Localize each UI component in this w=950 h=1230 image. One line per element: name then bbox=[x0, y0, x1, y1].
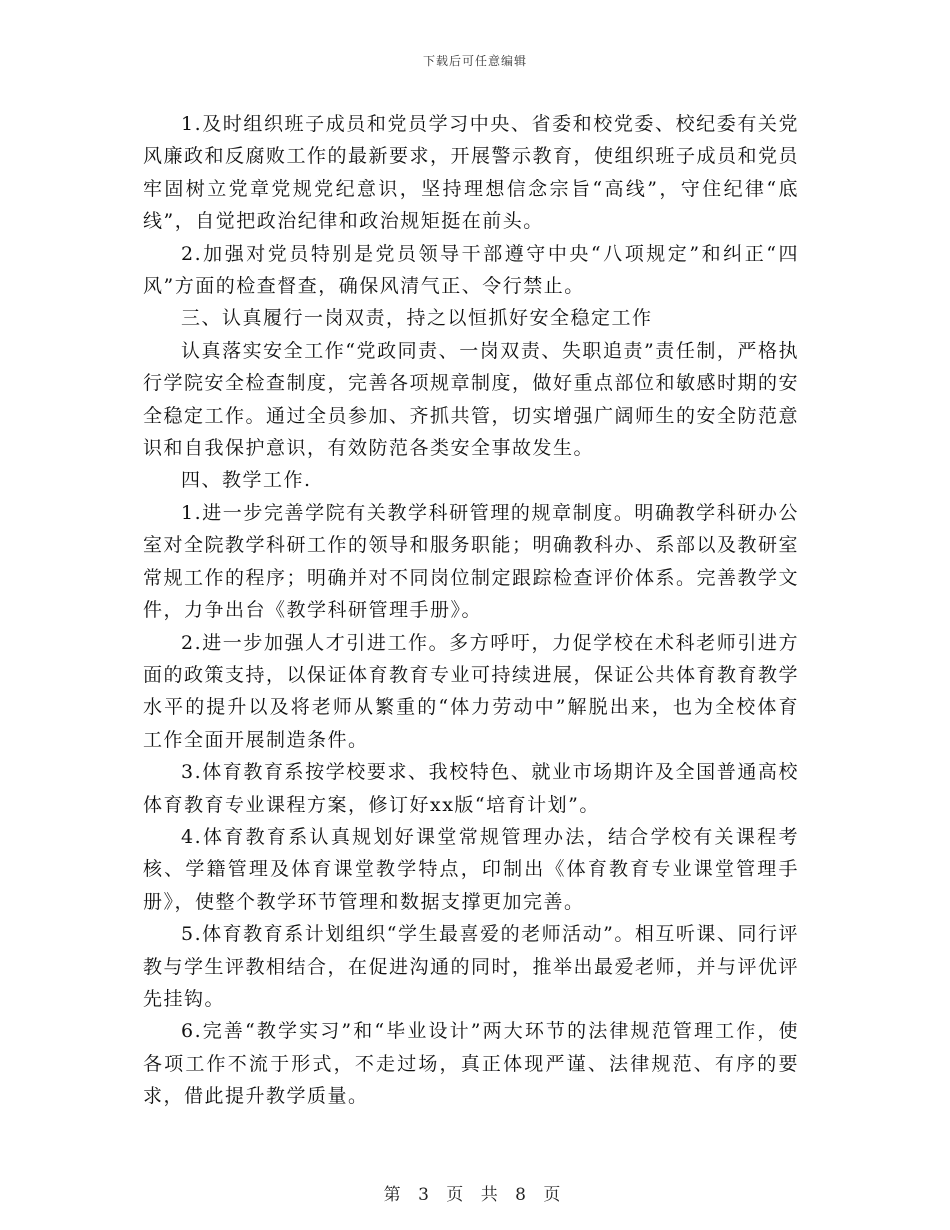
document-body bbox=[143, 108, 799, 1113]
paragraph-4: 认真落实安全工作“党政同责、一岗双责、失职追责”责任制，严格执行学院安全检查制度，完善各项规章制度，做好重点部位和敏感时期的安全稳定工作。通过全员参加、齐抓共管，切实增强广阔师生的安全防范意识和自我保护意识，有效防范各类安全事故发生。 bbox=[143, 339, 800, 460]
paragraph-6: 1.进一步完善学院有关教学科研管理的规章制度。明确教学科研办公室对全院教学科研工作的领导和服务职能；明确教科办、系部以及教研室常规工作的程序；明确并对不同岗位制定跟踪检查评价体系。完善教学文件，力争出台《教学科研管理手册》。 bbox=[143, 501, 800, 622]
page-number: 第 3 页 共 8 页 bbox=[383, 1185, 567, 1205]
page-header: 下载后可任意编辑 bbox=[422, 54, 527, 68]
section-heading-3: 三、认真履行一岗双责，持之以恒抓好安全稳定工作 bbox=[181, 307, 653, 330]
paragraph-8: 3.体育教育系按学校要求、我校特色、就业市场期许及全国普通高校体育教育专业课程方案，修订好xx版“培育计划”。 bbox=[143, 761, 799, 816]
paragraph-1: 1.及时组织班子成员和党员学习中央、省委和校党委、校纪委有关党风廉政和反腐败工作的最新要求，开展警示教育，使组织班子成员和党员牢固树立党章党规党纪意识，坚持理想信念宗旨“高线”，守住纪律“底线”，自觉把政治纪律和政治规矩挺在前头。 bbox=[143, 113, 800, 233]
section-heading-4: 四、教学工作. bbox=[181, 469, 312, 492]
paragraph-10: 5.体育教育系计划组织“学生最喜爱的老师活动”。相互听课、同行评教与学生评教相结合，在促进沟通的同时，推举出最爱老师，并与评优评先挂钩。 bbox=[143, 923, 800, 1010]
paragraph-11: 6.完善“教学实习”和“毕业设计”两大环节的法律规范管理工作，使各项工作不流于形式，不走过场，真正体现严谨、法律规范、有序的要求，借此提升教学质量。 bbox=[143, 1020, 799, 1108]
paragraph-9: 4.体育教育系认真规划好课堂常规管理办法，结合学校有关课程考核、学籍管理及体育课堂教学特点，印制出《体育教育专业课堂管理手册》，使整个教学环节管理和数据支撑更加完善。 bbox=[143, 825, 799, 913]
paragraph-7: 2.进一步加强人才引进工作。多方呼吁，力促学校在术科老师引进方面的政策支持，以保证体育教育专业可持续进展，保证公共体育教育教学水平的提升以及将老师从繁重的“体力劳动中”解脱出来，也为全校体育工作全面开展制造条件。 bbox=[143, 631, 800, 751]
paragraph-2: 2.加强对党员特别是党员领导干部遵守中央“八项规定”和纠正“四风”方面的检查督查，确保风清气正、令行禁止。 bbox=[143, 242, 799, 298]
